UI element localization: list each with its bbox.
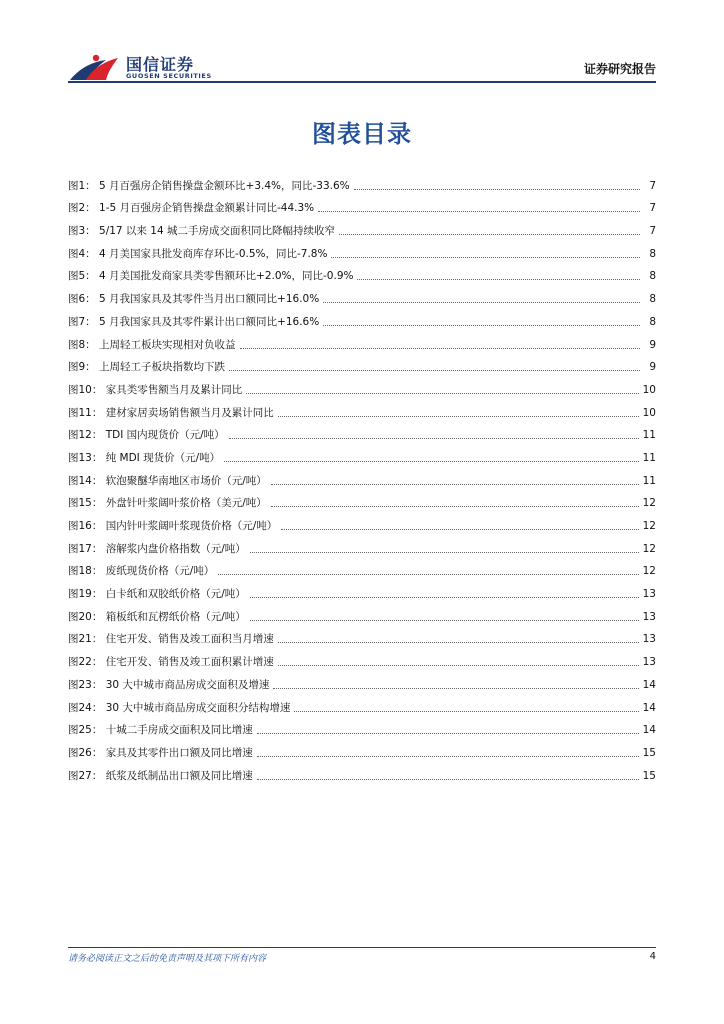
toc-entry[interactable] <box>68 465 656 488</box>
toc-dot-leader <box>257 778 639 780</box>
toc-entry-page[interactable]: 13 <box>642 588 656 601</box>
toc-entry-label[interactable]: 图19： 白卡纸和双胶纸价格（元/吨） <box>68 588 246 601</box>
toc-entry[interactable] <box>68 283 656 306</box>
toc-dot-leader <box>278 664 639 666</box>
toc-entry-label[interactable]: 图22： 住宅开发、销售及竣工面积累计增速 <box>68 656 274 669</box>
toc-entry-label[interactable]: 图7： 5 月我国家具及其零件累计出口额同比+16.6% <box>68 315 320 328</box>
toc-entry[interactable] <box>68 261 656 284</box>
toc-entry[interactable] <box>68 760 656 783</box>
guosen-logo <box>68 52 268 84</box>
toc-entry[interactable] <box>68 624 656 647</box>
logo-english-name: GUOSEN SECURITIES <box>126 72 212 80</box>
toc-entry-label[interactable]: 图8： 上周轻工板块实现相对负收益 <box>68 338 236 351</box>
toc-entry-page[interactable]: 10 <box>642 406 656 419</box>
toc-entry-page[interactable]: 7 <box>649 202 656 215</box>
toc-entry[interactable] <box>68 238 656 261</box>
toc-entry[interactable] <box>68 601 656 624</box>
toc-entry-label[interactable]: 图14： 软泡聚醚华南地区市场价（元/吨） <box>68 474 267 487</box>
toc-entry-label[interactable]: 图20： 箱板纸和瓦楞纸价格（元/吨） <box>68 610 246 623</box>
toc-entry-label[interactable]: 图4： 4 月美国家具批发商库存环比-0.5%，同比-7.8% <box>68 247 328 260</box>
toc-entry-label[interactable]: 图11： 建材家居卖场销售额当月及累计同比 <box>68 406 274 419</box>
toc-entry-label[interactable]: 图25： 十城二手房成交面积及同比增速 <box>68 724 253 737</box>
toc-dot-leader <box>218 573 638 575</box>
toc-entry[interactable] <box>68 193 656 216</box>
toc-entry-label[interactable]: 图1： 5 月百强房企销售操盘金额环比+3.4%，同比-33.6% <box>68 179 350 192</box>
toc-entry-page[interactable]: 12 <box>642 520 656 532</box>
toc-entry[interactable] <box>68 646 656 669</box>
toc-entry-label[interactable]: 图18： 废纸现货价格（元/吨） <box>68 565 215 578</box>
toc-entry[interactable] <box>68 715 656 738</box>
toc-entry-label[interactable]: 图6： 5 月我国家具及其零件当月出口额同比+16.0% <box>68 293 320 306</box>
toc-dot-leader <box>278 415 639 417</box>
toc-entry-label[interactable]: 图16： 国内针叶浆阔叶浆现货价格（元/吨） <box>68 520 278 532</box>
toc-dot-leader <box>273 687 638 689</box>
toc-entry-page[interactable]: 11 <box>642 451 656 464</box>
toc-entry-label[interactable]: 图2： 1-5 月百强房企销售操盘金额累计同比-44.3% <box>68 202 315 215</box>
toc-entry[interactable] <box>68 578 656 601</box>
toc-dot-leader <box>331 256 640 258</box>
toc-entry-page[interactable]: 14 <box>642 678 656 691</box>
toc-entry-page[interactable]: 10 <box>642 383 656 396</box>
toc-entry-page[interactable]: 13 <box>642 633 656 646</box>
toc-dot-leader <box>224 460 638 462</box>
toc-entry[interactable] <box>68 533 656 556</box>
toc-entry-page[interactable]: 8 <box>649 315 656 328</box>
toc-entry[interactable] <box>68 737 656 760</box>
toc-entry-page[interactable]: 7 <box>649 225 656 238</box>
toc-entry-label[interactable]: 图27： 纸浆及纸制品出口额及同比增速 <box>68 769 253 782</box>
toc-entry-page[interactable]: 15 <box>642 769 656 782</box>
toc-entry-label[interactable]: 图13： 纯 MDI 现货价（元/吨） <box>68 451 221 464</box>
toc-entry-page[interactable]: 14 <box>642 701 656 714</box>
toc-entry-label[interactable]: 图24： 30 大中城市商品房成交面积分结构增速 <box>68 701 291 714</box>
toc-entry[interactable] <box>68 556 656 579</box>
toc-entry-page[interactable]: 8 <box>649 270 656 283</box>
toc-dot-leader <box>323 301 640 303</box>
toc-dot-leader <box>271 483 639 485</box>
toc-entry[interactable] <box>68 510 656 533</box>
toc-entry[interactable] <box>68 397 656 420</box>
toc-dot-leader <box>250 551 639 553</box>
toc-entry[interactable] <box>68 306 656 329</box>
toc-entry-label[interactable]: 图15： 外盘针叶浆阔叶浆价格（美元/吨） <box>68 497 267 510</box>
toc-dot-leader <box>354 188 640 190</box>
page-number: 4 <box>649 951 656 962</box>
toc-dot-leader <box>281 528 638 530</box>
toc-dot-leader <box>278 641 639 643</box>
toc-entry-page[interactable]: 13 <box>642 610 656 623</box>
toc-dot-leader <box>240 347 640 349</box>
toc-entry-page[interactable]: 14 <box>642 724 656 737</box>
toc-entry-page[interactable]: 7 <box>649 179 656 192</box>
toc-dot-leader <box>294 710 638 712</box>
footer-divider <box>68 947 656 948</box>
toc-entry[interactable] <box>68 420 656 443</box>
toc-entry-label[interactable]: 图26： 家具及其零件出口额及同比增速 <box>68 746 253 759</box>
toc-dot-leader <box>229 437 639 439</box>
disclaimer-text: 请务必阅读正文之后的免责声明及其项下所有内容 <box>68 954 267 964</box>
toc-dot-leader <box>257 732 639 734</box>
toc-entry-page[interactable]: 12 <box>642 497 656 510</box>
toc-entry-label[interactable]: 图10： 家具类零售额当月及累计同比 <box>68 383 243 396</box>
toc-entry[interactable] <box>68 442 656 465</box>
toc-entry-label[interactable]: 图12： TDI 国内现货价（元/吨） <box>68 429 225 442</box>
report-type-label: 证券研究报告 <box>583 62 656 76</box>
toc-entry[interactable] <box>68 488 656 511</box>
toc-dot-leader <box>339 233 640 235</box>
toc-dot-leader <box>357 278 640 280</box>
toc-entry-label[interactable]: 图21： 住宅开发、销售及竣工面积当月增速 <box>68 633 274 646</box>
logo-chinese-name: 国信证券 <box>126 55 195 74</box>
toc-dot-leader <box>318 210 640 212</box>
guosen-logo-icon <box>68 52 120 84</box>
figure-toc-list <box>68 170 656 783</box>
toc-entry-page[interactable]: 15 <box>642 746 656 759</box>
toc-entry-page[interactable]: 12 <box>642 542 656 555</box>
toc-entry-page[interactable]: 11 <box>642 474 656 487</box>
toc-entry[interactable] <box>68 170 656 193</box>
toc-entry-label[interactable]: 图3： 5/17 以来 14 城二手房成交面积同比降幅持续收窄 <box>68 225 335 238</box>
toc-entry-page[interactable]: 8 <box>649 293 656 306</box>
toc-dot-leader <box>257 755 639 757</box>
toc-dot-leader <box>271 505 639 507</box>
toc-entry[interactable] <box>68 669 656 692</box>
toc-dot-leader <box>250 596 639 598</box>
toc-entry-label[interactable]: 图23： 30 大中城市商品房成交面积及增速 <box>68 678 270 691</box>
toc-dot-leader <box>229 369 640 371</box>
toc-entry-page[interactable]: 13 <box>642 656 656 669</box>
toc-entry[interactable] <box>68 352 656 375</box>
toc-entry-label[interactable]: 图9： 上周轻工子板块指数均下跌 <box>68 361 226 374</box>
toc-entry[interactable] <box>68 692 656 715</box>
toc-entry-page[interactable]: 11 <box>642 429 656 442</box>
toc-entry-label[interactable]: 图17： 溶解浆内盘价格指数（元/吨） <box>68 542 246 555</box>
toc-entry-page[interactable]: 9 <box>649 361 656 374</box>
toc-dot-leader <box>323 324 640 326</box>
toc-entry-label[interactable]: 图5： 4 月美国批发商家具类零售额环比+2.0%，同比-0.9% <box>68 270 354 283</box>
toc-entry-page[interactable]: 12 <box>642 565 656 578</box>
toc-entry[interactable] <box>68 329 656 352</box>
toc-entry-page[interactable]: 8 <box>649 247 656 260</box>
toc-dot-leader <box>246 392 638 394</box>
header-divider <box>68 81 656 83</box>
toc-entry[interactable] <box>68 215 656 238</box>
toc-entry-page[interactable]: 9 <box>649 338 656 351</box>
toc-entry[interactable] <box>68 374 656 397</box>
toc-title: 图表目录 <box>312 120 412 148</box>
toc-dot-leader <box>250 619 639 621</box>
